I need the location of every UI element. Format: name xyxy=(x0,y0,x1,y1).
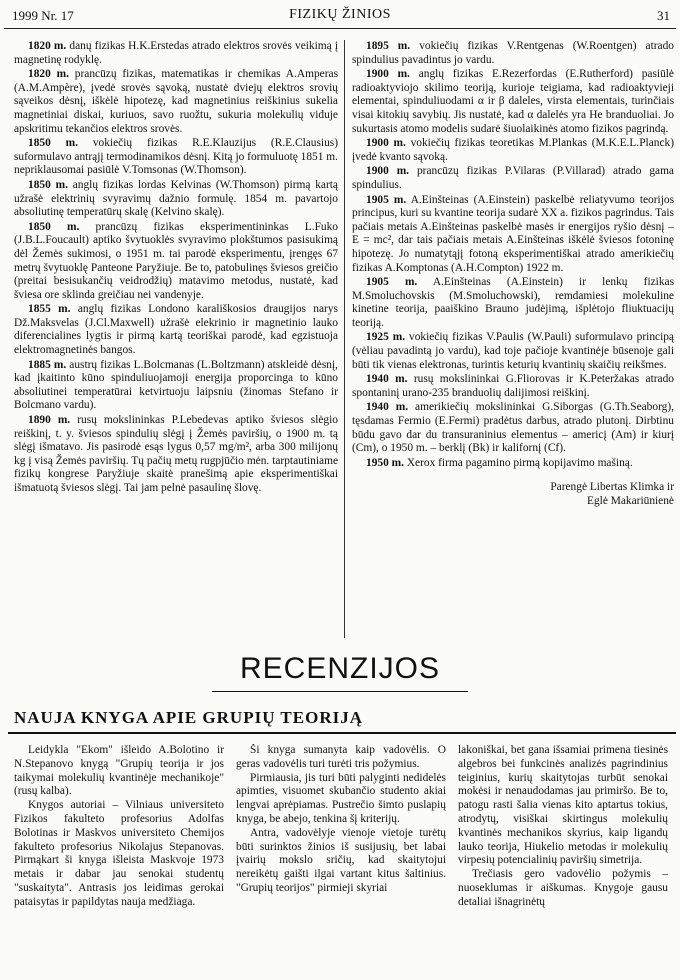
timeline-right-column xyxy=(352,40,674,508)
author-credit xyxy=(352,480,674,508)
timeline-entry xyxy=(352,373,674,400)
entry-text: prancūzų fizikas eksperimentininkas L.Fuko (J.B.L.Foucault) aptiko švytuoklės svyravimo plokštumos pasisukimą dėl Žemės sukimosi, o 1951 m. tai parodė eksperimentu, įrengęs 67 metrų švytuoklę Panteone Paryžiuje. Be to, patobulinęs šviesos greičio (preitai besisukančių veidrodžių) matavimo metodus, nustatė, kad šviesa ore sklinda greičiau nei vandenyje. xyxy=(14,220,338,301)
timeline-entry xyxy=(14,137,338,178)
entry-year: 1820 m. xyxy=(28,68,69,81)
entry-year: 1900 m. xyxy=(366,165,410,178)
entry-year: 1940 m. xyxy=(366,401,409,414)
review-paragraph: Leidykla "Ekom" išleido A.Bolotino ir N.Stepanovo knygą "Grupių teorija ir jos taikymai molekulių kvantinėje mechanikoje" (rusų kalba). xyxy=(14,744,224,798)
review-title-rule xyxy=(8,732,676,734)
entry-year: 1820 m. xyxy=(28,40,67,52)
entry-year: 1925 m. xyxy=(366,331,406,344)
entry-year: 1940 m. xyxy=(366,373,408,386)
review-column-1 xyxy=(14,744,224,976)
review-column-2 xyxy=(236,744,446,976)
entry-text: A.Einšteinas (A.Einstein) ir lenkų fizikas M.Smoluchovskis (M.Smoluchowski), remdamiesi molekuline kinetine teorija, paaiškino Brauno judėjimą, išplėtojo fliuktuacijų teoriją. xyxy=(352,276,675,329)
entry-text: rusų mokslininkai G.Fliorovas ir K.Peteržakas atrado spontaninį urano-235 branduolių dalijimosi reiškinį. xyxy=(352,373,675,399)
timeline-entry xyxy=(14,359,338,413)
timeline-entry xyxy=(352,276,674,330)
entry-text: anglų fizikas Londono karališkosios draugijos narys Dž.Maksvelas (J.Cl.Maxwell) užrašė elekrinio ir magnetinio lauko diferencialines lygtis ir pirmą kartą teoriškai parodė, kad egzistuoja elektromagnetinės bangos. xyxy=(14,303,338,357)
credit-line: Eglė Makariūnienė xyxy=(587,495,674,508)
timeline-entry xyxy=(352,194,674,276)
review-title: NAUJA KNYGA APIE GRUPIŲ TEORIJĄ xyxy=(14,708,364,727)
header-rule xyxy=(4,28,676,29)
entry-text: danų fizikas H.K.Erstedas atrado elektros srovės veikimą į magnetinę rodyklę. xyxy=(14,40,338,66)
entry-year: 1890 m. xyxy=(28,414,71,427)
credit-line: Parengė Libertas Klimka ir xyxy=(550,481,674,494)
entry-year: 1905 m. xyxy=(366,276,418,289)
page-header xyxy=(4,6,676,28)
timeline-entry xyxy=(14,179,338,220)
entry-text: austrų fizikas L.Bolcmanas (L.Boltzmann) atskleidė dėsnį, kad įkaitinto kūno spinduliuojamoji energija proporcinga to kūno absoliutinei temperatūrai ketvirtuoju laipsniu (žinomas Stefano ir Bolcmano vardu). xyxy=(14,358,339,412)
timeline-entry xyxy=(14,40,338,67)
entry-text: amerikiečių mokslininkai G.Siborgas (G.Th.Seaborg), tęsdamas Fermio (E.Fermi) pradėtus darbus, atrado plutonį. Dirbtinu būdu gavo dar du transuraninius elementus – americį (Am) ir kiurį (Cm), o 1950 m. – berklį (Bk) ir kalifornį (Cf). xyxy=(352,401,674,455)
entry-year: 1895 m. xyxy=(366,40,411,52)
entry-year: 1950 m. xyxy=(366,456,404,469)
entry-text: anglų fizikas lordas Kelvinas (W.Thomson) pirmą kartą užrašė elektrinių svyravimų dažnio formulę. 1854 m. pavartojo absoliutinę temperatūrų skalę (Kelvino skalę). xyxy=(14,178,338,219)
entry-text: vokiečių fizikas V.Paulis (W.Pauli) suformulavo principą (vėliau pavadintą jo vardu), kad toje pačioje kvantinėje būsenoje gali būti tik vienas elektronas, turintis keturių kvantinių skaičių reikšmes. xyxy=(352,331,674,371)
column-divider xyxy=(344,40,345,638)
entry-year: 1885 m. xyxy=(28,358,67,371)
entry-year: 1905 m. xyxy=(366,193,407,206)
entry-text: A.Einšteinas (A.Einstein) paskelbė reliatyvumo teorijos principus, kuri su kvantine teorija sudarė XX a. fizikos pagrindus. Tais pačiais metais A.Einšteinas paskelbė masės ir energijos ryšio dėsnį – E = mc², dar tais pačiais metais A.Einšteinas iškėlė šviesos fotoninę hipotezę. Jo numatytąjį fotoną eksperimentiškai atrado amerikiečių fizikas A.Komptonas (A.H.Compton) 1922 m. xyxy=(352,193,674,274)
journal-title: FIZIKŲ ŽINIOS xyxy=(289,7,391,22)
section-title: RECENZIJOS xyxy=(239,652,441,685)
timeline-entry xyxy=(14,68,338,136)
entry-text: anglų fizikas E.Rezerfordas (E.Rutherford) pasiūlė radioaktyviojo skilimo teoriją, kurioje teigiama, kad radioaktyvieji elementai, spinduliuodami α ir β daleles, virsta elementais, turinčiais visai kitokių savybių. Jis nustatė, kad α dalelės yra He branduoliai. Jo sukurtasis atomo modelis sudarė šiuolaikinės atomo fizikos pagrindą. xyxy=(352,68,674,135)
entry-year: 1850 m. xyxy=(28,178,68,191)
entry-text: vokiečių fizikas V.Rentgenas (W.Roentgen) atrado spindulius pavadintus jo vardu. xyxy=(352,40,674,66)
review-paragraph: Pirmiausia, jis turi būti palyginti nedidelės apimties, visuomet skubančio studento akiai lengvai aprėpiamas. Pustrečio šimto puslapių knyga, be abejo, tenkina šį kriterijų. xyxy=(236,771,446,825)
entry-year: 1850 m. xyxy=(28,220,80,233)
timeline-entry xyxy=(352,457,674,471)
timeline-entry xyxy=(352,137,674,164)
timeline-entry xyxy=(352,401,674,455)
timeline-entry xyxy=(14,414,338,496)
review-paragraph: lakoniškai, bet gana išsamiai primena tiesinės algebros bei funkcinės analizės pagrindinius teiginius, kurių skaitytojas turbūt senokai mokėsi ir nenaudodamas jau primiršo. Be to, patogu rasti šalia vienas kito aptartus tokius, atrodytų, visiškai skirtingus molekulių kvantinės mechanikos skyrius, kaip ligandų lauko teorija, Hiukelio metodas ir molekulių virpesių potencialinių paviršių simetrija. xyxy=(458,744,668,867)
timeline-entry xyxy=(352,331,674,372)
timeline-entry xyxy=(352,165,674,192)
review-paragraph: Ši knyga sumanyta kaip vadovėlis. O geras vadovėlis turi turėti tris požymius. xyxy=(236,744,446,770)
entry-text: vokiečių fizikas R.E.Klauzijus (R.E.Clausius) suformulavo antrąjį termodinamikos dėsnį. Kitą jo formuluotę 1851 m. nepriklausomai pasiūlė V.Tomsonas (W.Thomson). xyxy=(14,137,339,177)
entry-text: prancūzų fizikas P.Vilaras (P.Villarad) atrado gama spindulius. xyxy=(352,165,674,191)
entry-year: 1850 m. xyxy=(28,137,78,150)
timeline-entry xyxy=(14,221,338,303)
review-paragraph: Knygos autoriai – Vilniaus universiteto Fizikos fakulteto profesorius Adolfas Bolotinas ir Maskvos universiteto Chemijos fakulteto profesorius Nikolajus Stepanovas. Pirmąkart ši knyga išleista Maskvoje 1973 metais ir dabar jau senokai studentų "suskaityta". Antrasis jos leidimas gerokai pataisytas ir papildytas nauja medžiaga. xyxy=(14,799,224,908)
review-column-3 xyxy=(458,744,668,976)
entry-text: vokiečių fizikas teoretikas M.Plankas (M.K.E.L.Planck) įvedė kvanto sąvoką. xyxy=(352,137,674,163)
entry-year: 1900 m. xyxy=(366,68,410,81)
entry-year: 1855 m. xyxy=(28,303,71,316)
timeline-entry xyxy=(352,40,674,67)
entry-text: Xerox firma pagamino pirmą kopijavimo mašiną. xyxy=(406,456,633,469)
review-paragraph: Antra, vadovėlyje vienoje vietoje turėtų būti surinktos žinios iš susijusių, bet labai įvairių mokslo sričių, kad skaitytojui nereikėtų gaišti ilgai vartant kitus šaltinius. "Grupių teorijos" pirmieji skyriai xyxy=(236,826,446,894)
entry-year: 1900 m. xyxy=(366,137,406,150)
entry-text: rusų mokslininkas P.Lebedevas aptiko šviesos slėgio reiškinį, t. y. šviesos spindulių slėgį į Žemės paviršių, o 1900 m. tą slėgį išmatavo. Jis pasirodė esąs lygus 0,57 mg/m², arba 300 milijonų kg į visą Žemės paviršių. Tų pačių metų rugpjūčio mėn. tarptautiniame fizikų kongrese Paryžiuje skaitė pranešimą apie eksperimentiškai išmatuotą šviesos slėgį. Tai jam pelnė pasaulinę šlovę. xyxy=(14,414,338,494)
issue-label: 1999 Nr. 17 xyxy=(12,8,74,23)
timeline-entry xyxy=(14,303,338,357)
page-number: 31 xyxy=(657,8,670,23)
section-rule xyxy=(212,691,468,692)
entry-text: prancūzų fizikas, matematikas ir chemikas A.Amperas (A.M.Ampère), įvedė srovės sąvoką, nustatė dviejų elektros srovių sąveikos dėsnį, iškėlė hipotezę, kad magnetinius reiškinius sukelia magnetiniai diskai, kuriuos, savo ruožtu, sukuria molekulių viduje apskritimu tekančios elektros srovės. xyxy=(14,68,338,135)
timeline-left-column xyxy=(14,40,338,497)
timeline-entry xyxy=(352,68,674,136)
review-paragraph: Trečiasis gero vadovėlio požymis – nuoseklumas ir aiškumas. Knygoje gausu detaliai išnagrinėtų xyxy=(458,868,668,908)
